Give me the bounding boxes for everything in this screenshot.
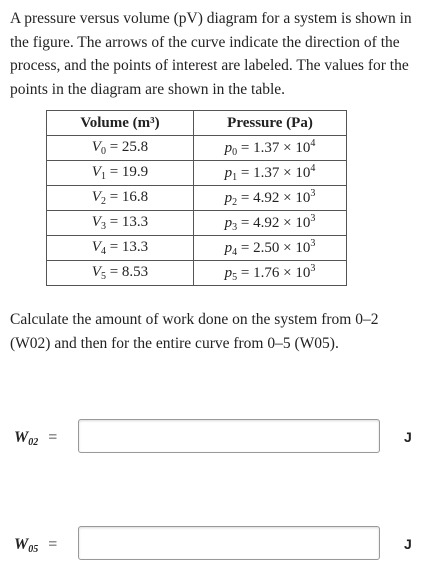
volume-cell: $V_3 = 13.3$ <box>47 211 194 236</box>
table-row <box>47 136 347 161</box>
pv-values-table <box>46 110 347 286</box>
w02-label: $W_{02}$ = <box>14 429 58 448</box>
pressure-cell: $p_4 = 2.50 \times 10^3$ <box>194 236 347 261</box>
answer-row-w02 <box>0 419 430 459</box>
pressure-cell: $p_0 = 1.37 \times 10^4$ <box>194 136 347 161</box>
table-row <box>47 211 347 236</box>
table-row <box>47 261 347 286</box>
answer-row-w05 <box>0 526 430 566</box>
w05-unit: J <box>404 536 412 552</box>
table-row <box>47 161 347 186</box>
table-row <box>47 186 347 211</box>
table-row <box>47 236 347 261</box>
pressure-cell: $p_5 = 1.76 \times 10^3$ <box>194 261 347 286</box>
w02-input[interactable] <box>78 419 380 453</box>
pressure-cell: $p_3 = 4.92 \times 10^3$ <box>194 211 347 236</box>
volume-header: Volume (m³) <box>47 111 194 136</box>
volume-cell: $V_2 = 16.8$ <box>47 186 194 211</box>
pressure-cell: $p_2 = 4.92 \times 10^3$ <box>194 186 347 211</box>
problem-intro: A pressure versus volume (pV) diagram for a system is shown in the figure. The arrows of the curve indicate the direction of the process, and the points of interest are labeled. The values for the points in the diagram are shown in the table. <box>10 10 412 98</box>
pressure-header: Pressure (Pa) <box>194 111 347 136</box>
table-header-row <box>47 111 347 136</box>
pressure-cell: $p_1 = 1.37 \times 10^4$ <box>194 161 347 186</box>
table-body <box>47 136 347 286</box>
volume-cell: $V_4 = 13.3$ <box>47 236 194 261</box>
w05-input[interactable] <box>78 526 380 560</box>
volume-cell: $V_1 = 19.9$ <box>47 161 194 186</box>
question-text: Calculate the amount of work done on the system from 0–2 (W02) and then for the entire curve from 0–5 (W05). <box>10 311 379 352</box>
w02-unit: J <box>404 429 412 445</box>
volume-cell: $V_0 = 25.8$ <box>47 136 194 161</box>
w05-label: $W_{05}$ = <box>14 536 58 555</box>
volume-cell: $V_5 = 8.53$ <box>47 261 194 286</box>
